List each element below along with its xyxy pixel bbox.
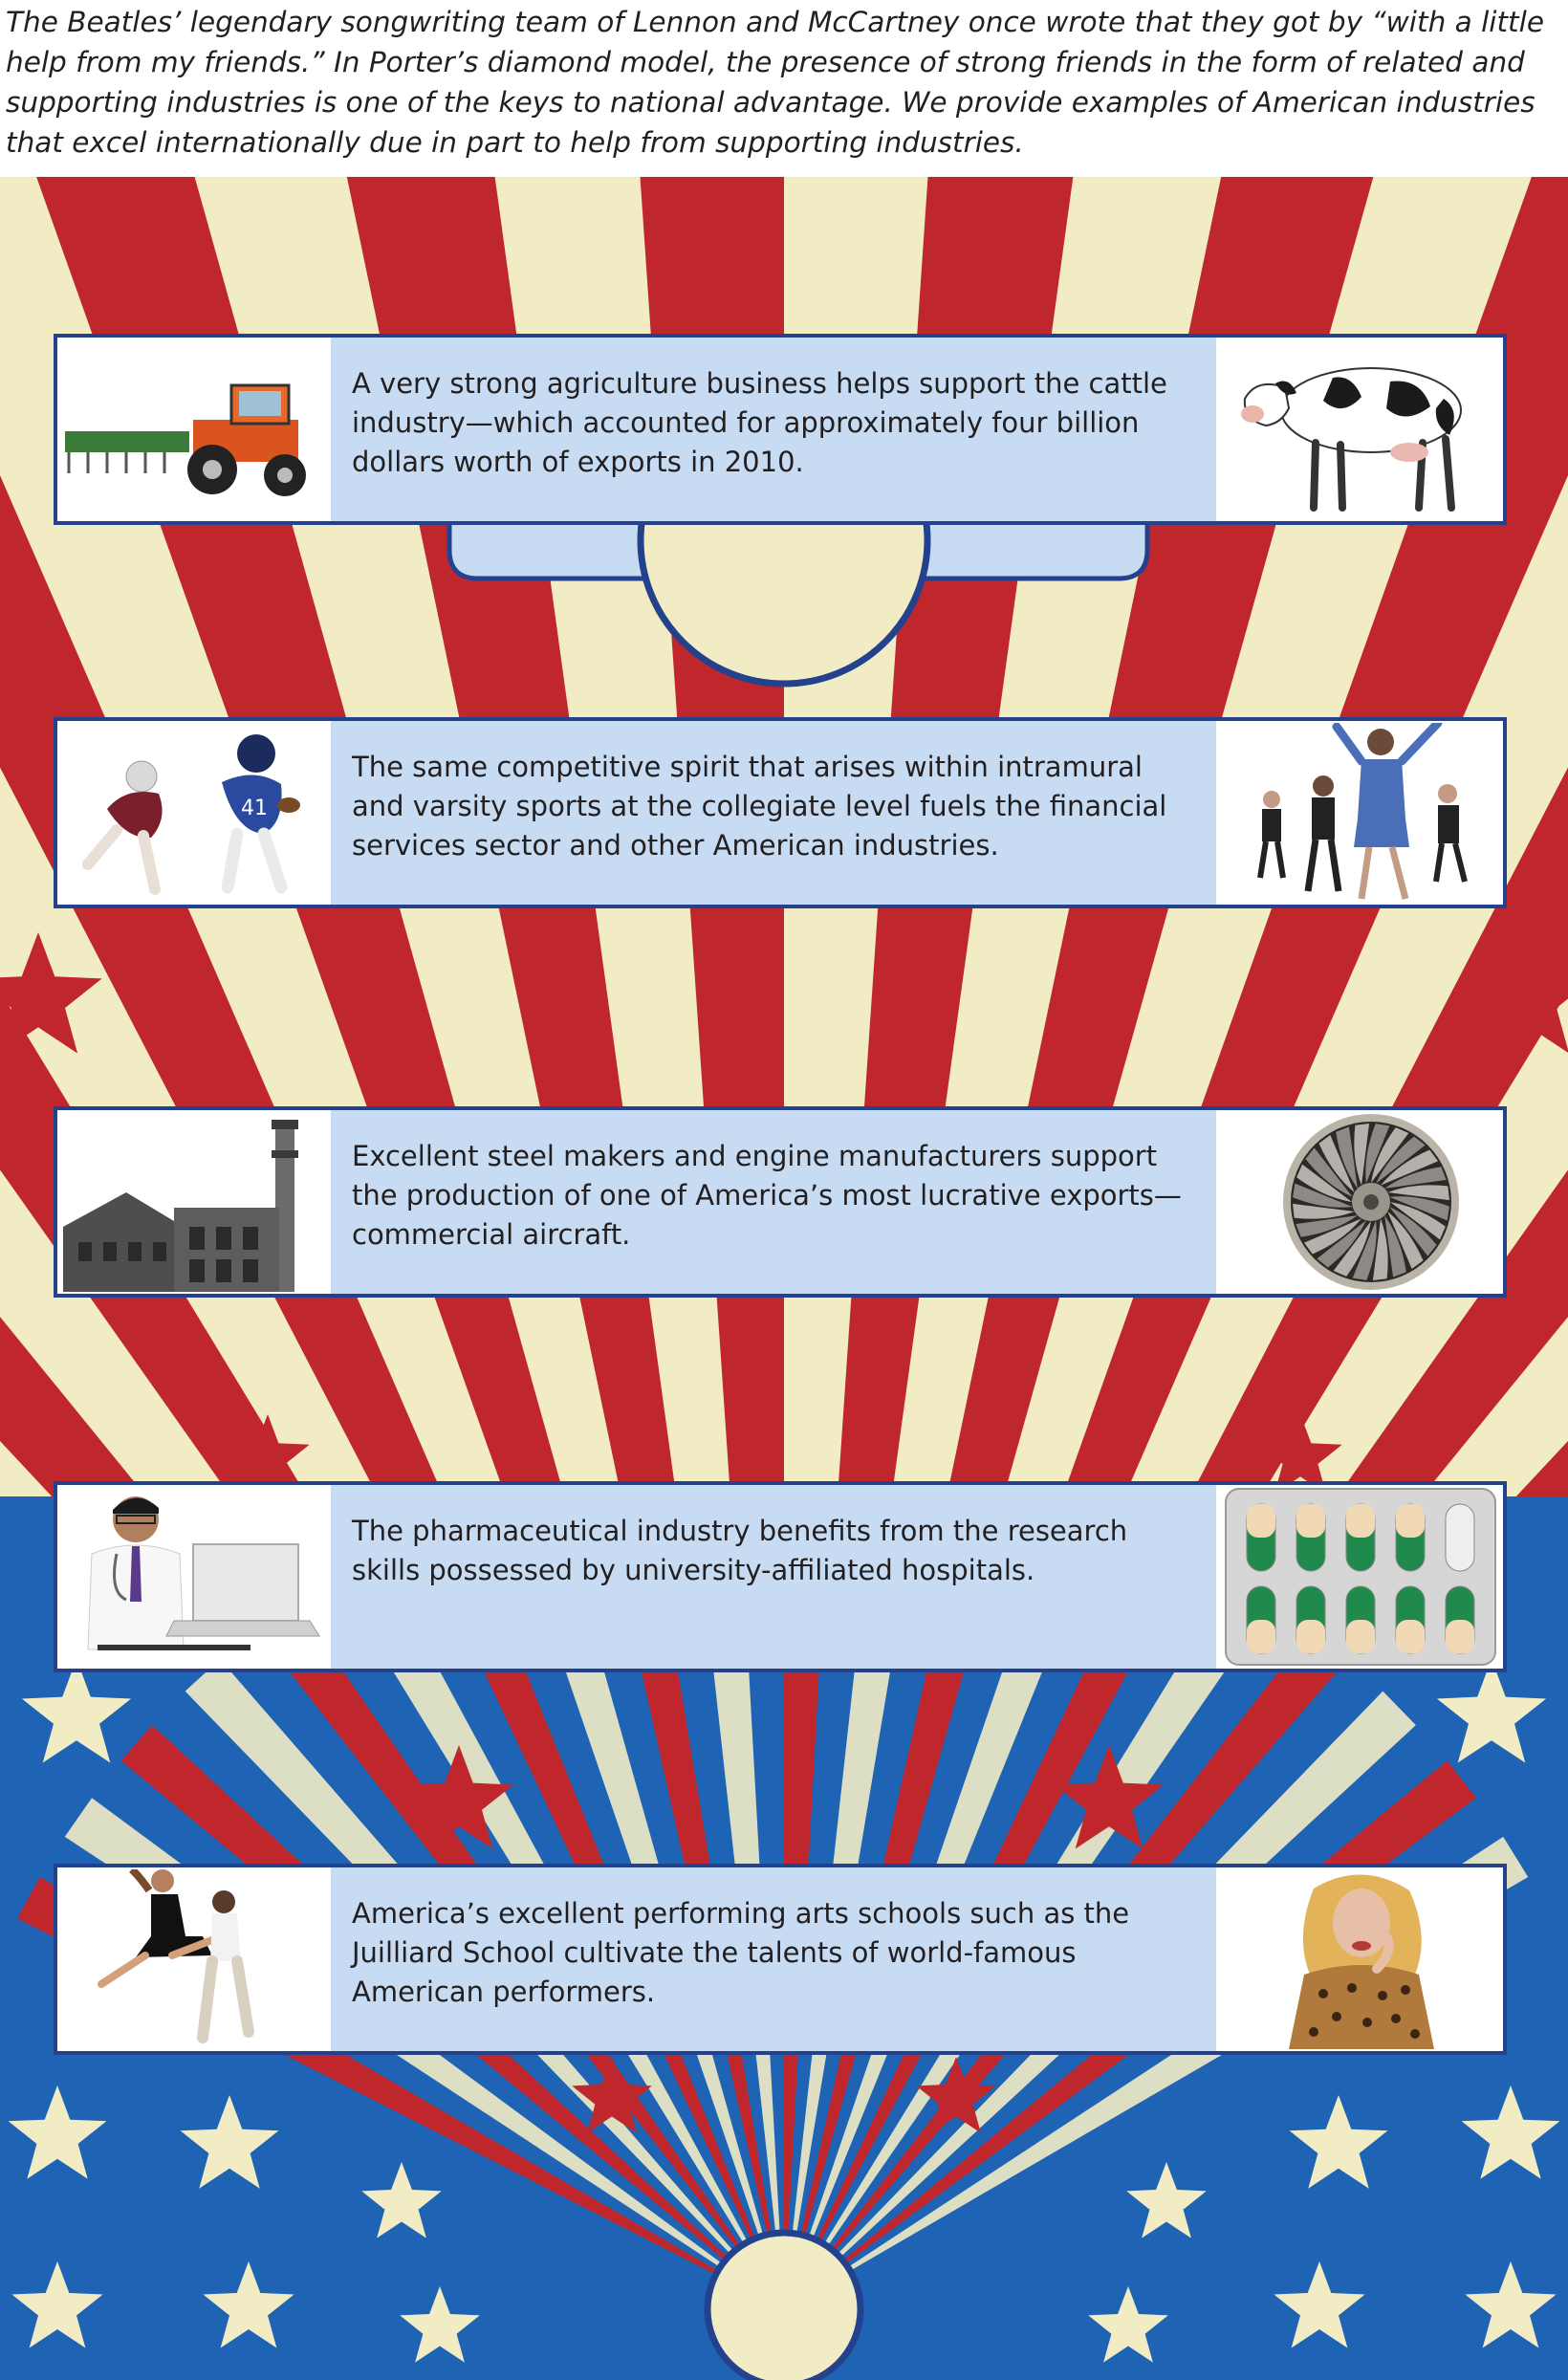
band-sports-finance — [54, 717, 1507, 908]
dancers-icon — [59, 1869, 327, 2049]
performer-icon — [1218, 1869, 1501, 2049]
jet-engine-icon — [1218, 1112, 1501, 1292]
pill-blister-icon — [1218, 1487, 1501, 1667]
svg-text:41: 41 — [241, 797, 268, 820]
doctor-laptop-icon — [59, 1487, 327, 1667]
tractor-icon — [59, 339, 327, 519]
caption-steel-aircraft: Excellent steel makers and engine manufacturers support the production of one of America’s most lucrative exports—commercial aircraft. — [331, 1110, 1216, 1294]
band-pharma — [54, 1481, 1507, 1672]
caption-pharma: The pharmaceutical industry benefits from the research skills possessed by university-affiliated hospitals. — [331, 1485, 1216, 1669]
caption-sports-finance: The same competitive spirit that arises within intramural and varsity sports at the collegiate level fuels the financial services sector and other American industries. — [331, 721, 1216, 905]
cow-icon — [1218, 339, 1501, 519]
infographic-poster — [0, 177, 1568, 2380]
band-agriculture — [54, 334, 1507, 525]
caption-agriculture: A very strong agriculture business helps support the cattle industry—which accounted for approximately four billion dollars worth of exports in 2010. — [331, 338, 1216, 521]
band-performing-arts — [54, 1864, 1507, 2055]
intro-paragraph: The Beatles’ legendary songwriting team of Lennon and McCartney once wrote that they got by “with a little help from my friends.” In Porter’s diamond model, the presence of strong friends in the form of related and supporting industries is one of the keys to national advantage. We provide examples of American industries that excel internationally due in part to help from supporting industries. — [6, 6, 1544, 159]
caption-performing-arts: America’s excellent performing arts schools such as the Juilliard School cultivate the talents of world-famous American performers. — [331, 1867, 1216, 2051]
band-steel-aircraft — [54, 1106, 1507, 1298]
factory-icon — [59, 1112, 327, 1292]
football-players-icon — [59, 723, 327, 903]
businesspeople-race-icon — [1218, 723, 1501, 903]
